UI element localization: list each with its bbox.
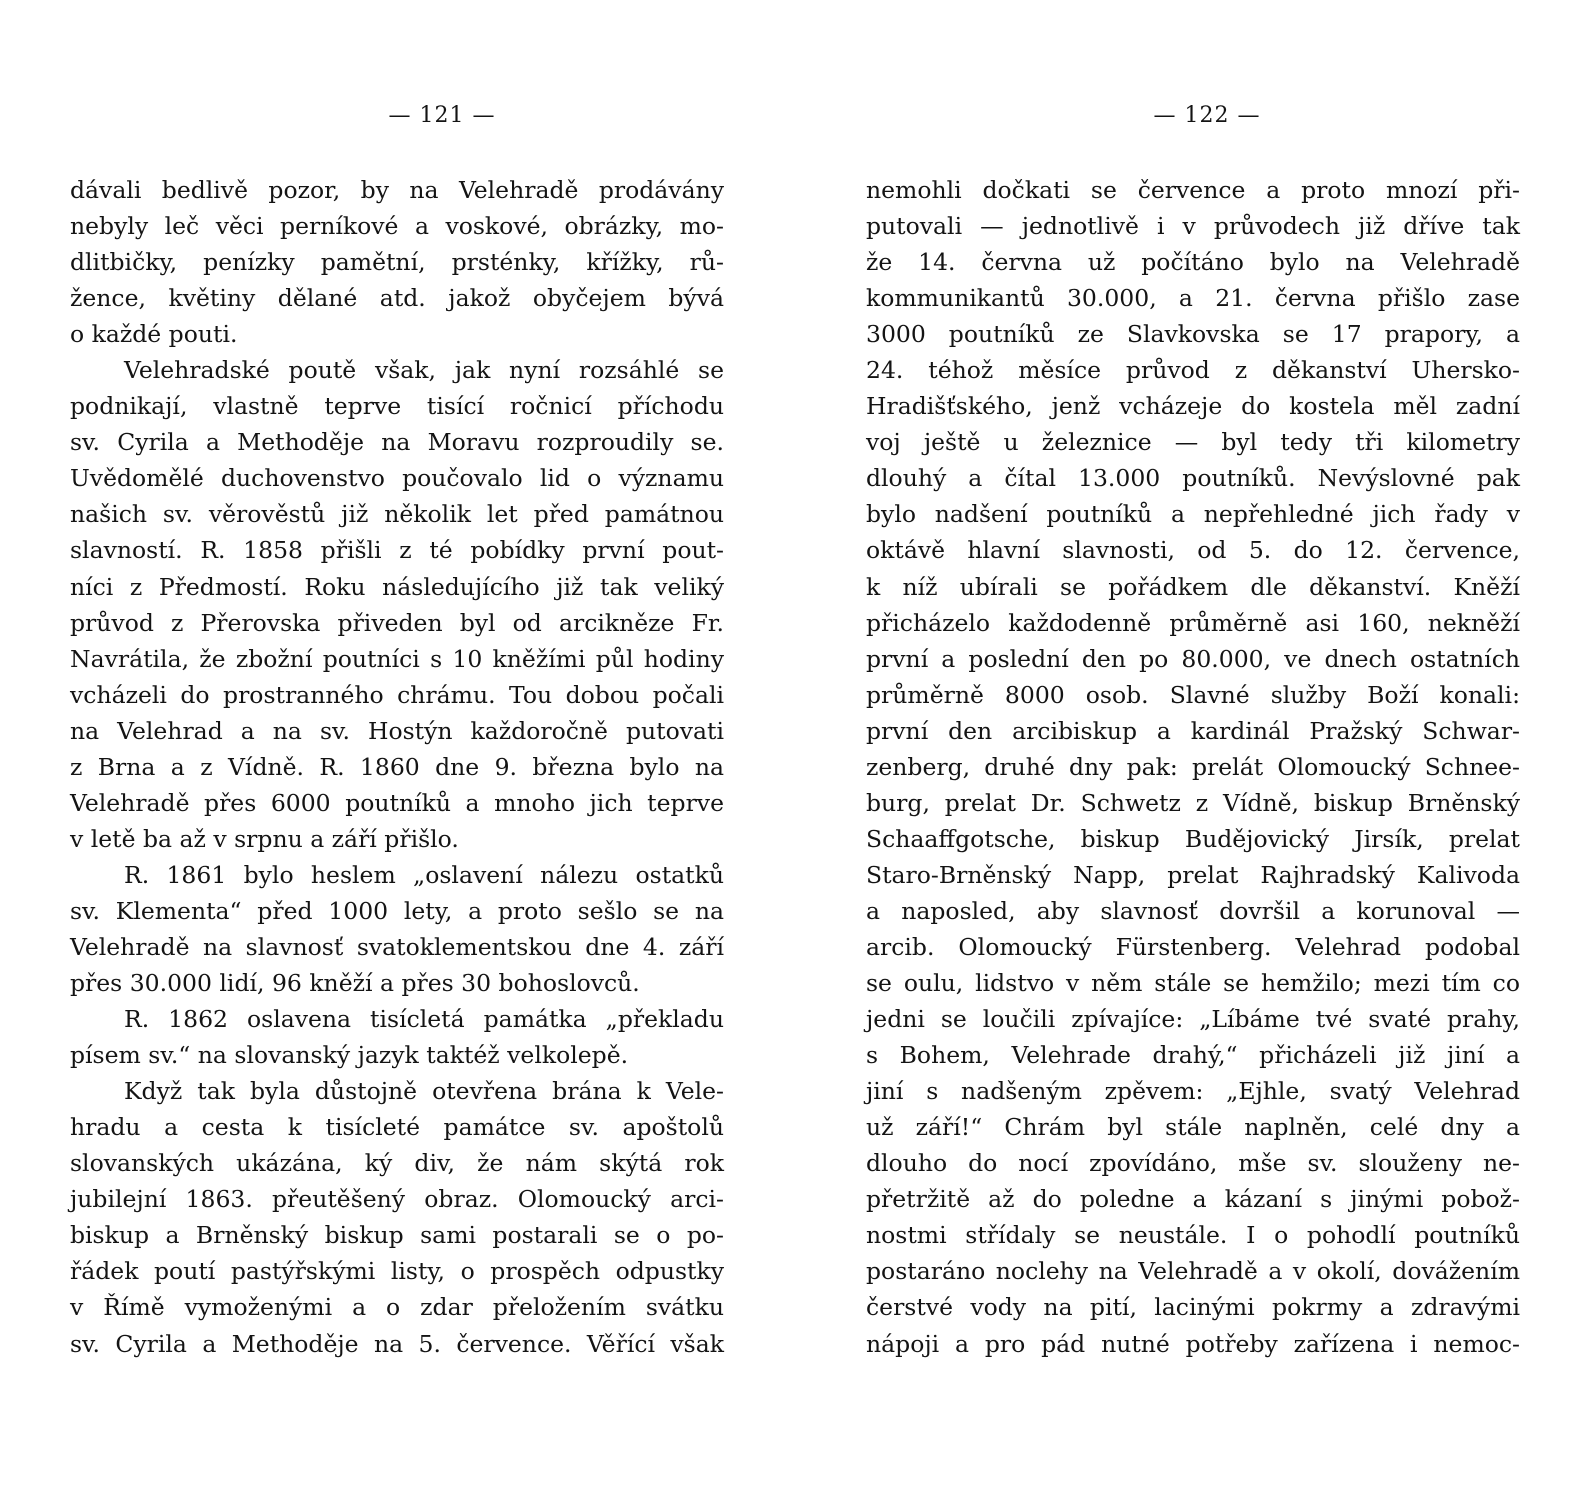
text-line: arcib. Olomoucký Fürstenberg. Velehrad podobal bbox=[866, 932, 1520, 961]
page-number: — 122 — bbox=[1153, 103, 1261, 128]
text-line: přicházelo každodenně průměrně asi 160, nekněží bbox=[866, 608, 1520, 637]
text-line: R. 1862 oslavena tisícletá památka „překladu bbox=[124, 1005, 724, 1034]
text-line: nemohli dočkati se července a proto mnozí při- bbox=[866, 176, 1520, 204]
text-line: 24. téhož měsíce průvod z děkanství Uhersko- bbox=[866, 356, 1520, 385]
text-line: první a poslední den po 80.000, ve dnech ostatních bbox=[866, 644, 1520, 673]
text-line: Velehradě přes 6000 poutníků a mnoho jich teprve bbox=[70, 788, 724, 817]
text-line: biskup a Brněnský biskup sami postarali se o po- bbox=[70, 1221, 724, 1250]
text-line: Uvědomělé duchovenstvo poučovalo lid o významu bbox=[70, 464, 724, 493]
text-line: přetržitě až do poledne a kázaní s jinými pobož- bbox=[866, 1185, 1520, 1214]
text-line: burg, prelat Dr. Schwetz z Vídně, biskup Brněnský bbox=[866, 788, 1520, 817]
text-line: našich sv. věrověstů již několik let před památnou bbox=[70, 500, 724, 529]
text-line: dlouho do nocí zpovídáno, mše sv. slouženy ne- bbox=[866, 1149, 1520, 1178]
text-line: slovanských ukázána, ký div, že nám skýtá rok bbox=[70, 1149, 724, 1178]
text-line: sv. Cyrila a Methoděje na 5. července. Věřící však bbox=[70, 1329, 724, 1358]
text-line: průvod z Přerovska přiveden byl od arcikněze Fr. bbox=[70, 608, 724, 637]
text-line: Velehradě na slavnosť svatoklementskou dne 4. září bbox=[70, 932, 724, 961]
text-line: žence, květiny dělané atd. jakož obyčejem bývá bbox=[70, 284, 724, 313]
text-line: nostmi střídaly se neustále. I o pohodlí poutníků bbox=[866, 1221, 1520, 1250]
text-line: dávali bedlivě pozor, by na Velehradě prodávány bbox=[70, 176, 724, 204]
text-line: nebyly leč věci perníkové a voskové, obrázky, mo- bbox=[70, 212, 724, 241]
text-line: kommunikantů 30.000, a 21. června přišlo zase bbox=[866, 284, 1520, 313]
text-line: vcházeli do prostranného chrámu. Tou dobou počali bbox=[70, 680, 724, 709]
text-line: na Velehrad a na sv. Hostýn každoročně putovati bbox=[70, 716, 724, 745]
text-line: s Bohem, Velehrade drahý,“ přicházeli již jiní a bbox=[866, 1041, 1520, 1070]
text-line: čerstvé vody na pití, lacinými pokrmy a zdravými bbox=[866, 1293, 1520, 1322]
text-line: R. 1861 bylo heslem „oslavení nálezu ostatků bbox=[124, 860, 724, 889]
text-line: Hradišťského, jenž vcházeje do kostela měl zadní bbox=[866, 392, 1520, 421]
text-line: 3000 poutníků ze Slavkovska se 17 prapory, a bbox=[866, 320, 1520, 349]
text-line: Schaaffgotsche, biskup Budějovický Jirsík, prelat bbox=[866, 824, 1520, 853]
text-line: se oulu, lidstvo v něm stále se hemžilo; mezi tím co bbox=[866, 969, 1520, 998]
left-page bbox=[70, 0, 724, 1500]
text-line: průměrně 8000 osob. Slavné služby Boží konali: bbox=[866, 680, 1520, 709]
text-line: jedni se loučili zpívajíce: „Líbáme tvé svaté prahy, bbox=[866, 1005, 1520, 1034]
text-line: už září!“ Chrám byl stále naplněn, celé dny a bbox=[866, 1113, 1520, 1142]
text-line: putovali — jednotlivě i v průvodech již dříve tak bbox=[866, 212, 1520, 241]
text-line: hradu a cesta k tisícleté památce sv. apoštolů bbox=[70, 1113, 724, 1142]
text-line: níci z Předmostí. Roku následujícího již tak veliký bbox=[70, 572, 724, 601]
text-line: postaráno noclehy na Velehradě a v okolí, dovážením bbox=[866, 1257, 1520, 1286]
text-line: jubilejní 1863. přeutěšený obraz. Olomoucký arci- bbox=[70, 1185, 724, 1214]
text-line: v Římě vymoženými a o zdar přeložením svátku bbox=[70, 1293, 724, 1322]
text-line: písem sv.“ na slovanský jazyk taktéž velkolepě. bbox=[70, 1041, 629, 1070]
text-line: první den arcibiskup a kardinál Pražský Schwar- bbox=[866, 716, 1520, 745]
text-line: dlouhý a čítal 13.000 poutníků. Nevýslovné pak bbox=[866, 464, 1520, 493]
text-line: z Brna a z Vídně. R. 1860 dne 9. března bylo na bbox=[70, 752, 724, 781]
text-line: sv. Cyrila a Methoděje na Moravu rozproudily se. bbox=[70, 428, 724, 457]
text-line: zenberg, druhé dny pak: prelát Olomoucký Schnee- bbox=[866, 752, 1520, 781]
text-line: Navrátila, že zbožní poutníci s 10 kněžími půl hodiny bbox=[70, 644, 724, 673]
text-line: řádek poutí pastýřskými listy, o prospěch odpustky bbox=[70, 1257, 724, 1286]
page-number: — 121 — bbox=[388, 103, 496, 128]
text-line: Velehradské poutě však, jak nyní rozsáhlé se bbox=[124, 356, 724, 385]
text-line: podnikají, vlastně teprve tisící ročnicí příchodu bbox=[70, 392, 724, 421]
text-line: Staro-Brněnský Napp, prelat Rajhradský Kalivoda bbox=[866, 860, 1520, 889]
text-line: nápoji a pro pád nutné potřeby zařízena i nemoc- bbox=[866, 1329, 1520, 1358]
text-line: sv. Klementa“ před 1000 lety, a proto sešlo se na bbox=[70, 896, 724, 925]
text-line: o každé pouti. bbox=[70, 320, 238, 349]
right-page bbox=[866, 0, 1520, 1500]
text-line: slavností. R. 1858 přišli z té pobídky první pout- bbox=[70, 536, 724, 565]
text-line: Když tak byla důstojně otevřena brána k Vele- bbox=[124, 1077, 724, 1106]
text-line: k níž ubírali se pořádkem dle děkanství. Kněží bbox=[866, 572, 1520, 601]
text-line: jiní s nadšeným zpěvem: „Ejhle, svatý Velehrad bbox=[866, 1077, 1520, 1106]
text-line: v letě ba až v srpnu a září přišlo. bbox=[70, 824, 459, 853]
page-text bbox=[70, 172, 724, 1362]
text-line: voj ještě u železnice — byl tedy tři kilometry bbox=[866, 428, 1520, 457]
text-line: dlitbičky, penízky pamětní, prsténky, křížky, rů- bbox=[70, 248, 724, 277]
page-text bbox=[866, 172, 1520, 1362]
text-line: oktávě hlavní slavnosti, od 5. do 12. července, bbox=[866, 536, 1520, 565]
text-line: a naposled, aby slavnosť dovršil a korunoval — bbox=[866, 896, 1520, 925]
text-line: že 14. června už počítáno bylo na Velehradě bbox=[866, 248, 1520, 277]
text-line: bylo nadšení poutníků a nepřehledné jich řady v bbox=[866, 500, 1520, 529]
text-line: přes 30.000 lidí, 96 kněží a přes 30 bohoslovců. bbox=[70, 969, 640, 998]
